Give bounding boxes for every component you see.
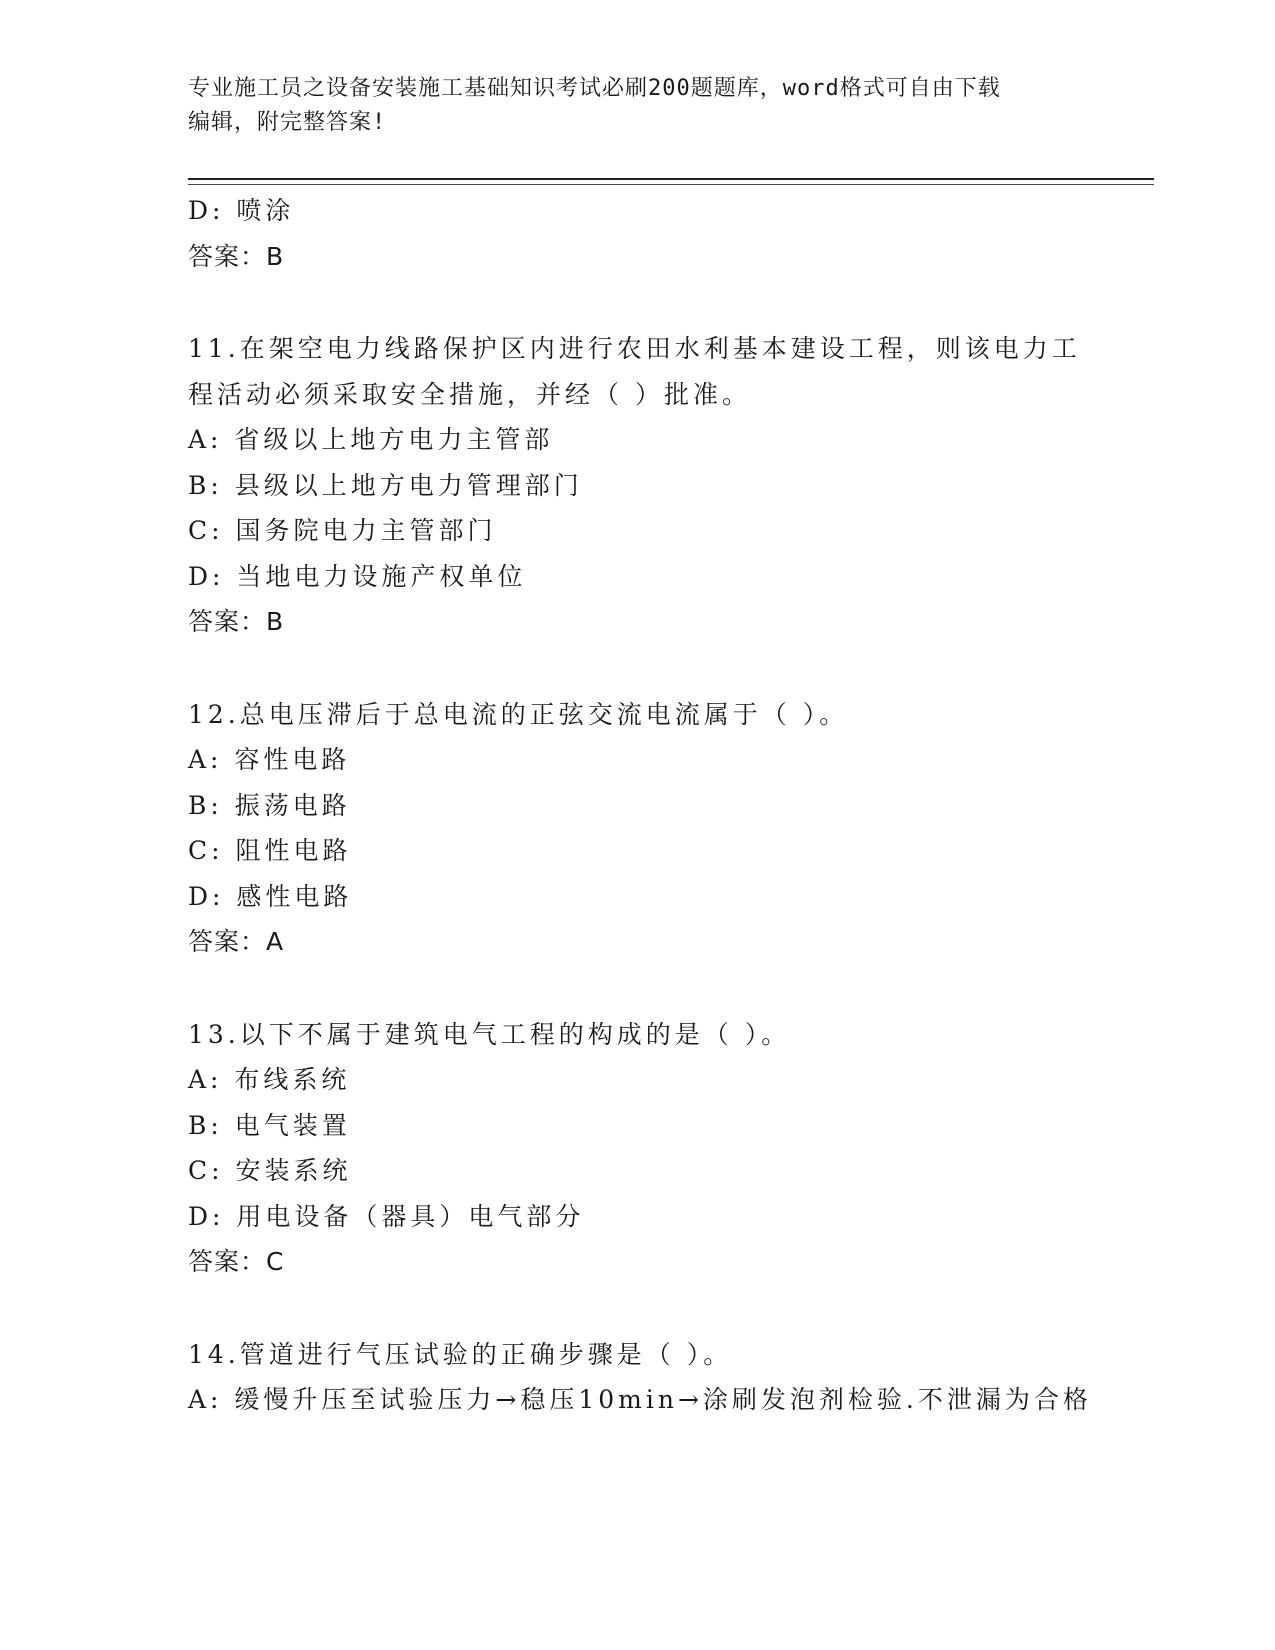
option-d: D: 感性电路: [188, 881, 353, 911]
question-stem: 11.在架空电力线路保护区内进行农田水利基本建设工程，则该电力工: [188, 334, 1081, 363]
header-line-1: 专业施工员之设备安装施工基础知识考试必刷200题题库，word格式可自由下载: [188, 76, 1001, 101]
option-b: B: 电气装置: [188, 1110, 351, 1140]
question-12: [188, 692, 1168, 965]
option-a: A: 容性电路: [188, 745, 351, 774]
option-a: A: 省级以上地方电力主管部: [188, 425, 554, 454]
header-rule-thin: [188, 184, 1154, 185]
answer-line: 答案：A: [188, 927, 285, 956]
question-11: [188, 326, 1168, 645]
question-stem: 12.总电压滞后于总电流的正弦交流电流属于（ ）。: [188, 699, 849, 729]
option-b: B: 县级以上地方电力管理部门: [188, 470, 583, 500]
option-c: C: 国务院电力主管部门: [188, 516, 497, 545]
answer-line: 答案：C: [188, 1247, 285, 1276]
answer-line: 答案：B: [188, 607, 285, 636]
option-a: A: 缓慢升压至试验压力→稳压10min→涂刷发泡剂检验.不泄漏为合格: [188, 1385, 1092, 1414]
option-d: D: 喷涂: [188, 196, 295, 225]
question-13: [188, 1012, 1168, 1285]
option-b: B: 振荡电路: [188, 790, 351, 820]
question-stem: 13.以下不属于建筑电气工程的构成的是（ ）。: [188, 1019, 791, 1049]
option-d: D: 用电设备（器具）电气部分: [188, 1201, 585, 1231]
document-header: [188, 72, 1088, 140]
header-line-2: 编辑，附完整答案!: [188, 110, 387, 135]
option-c: C: 阻性电路: [188, 836, 352, 865]
header-rule-thick: [188, 178, 1154, 180]
option-a: A: 布线系统: [188, 1065, 351, 1094]
question-stem: 程活动必须采取安全措施，并经（ ）批准。: [188, 379, 751, 409]
question-10-tail: [188, 188, 1168, 279]
option-d: D: 当地电力设施产权单位: [188, 561, 527, 591]
document-body: [188, 188, 1168, 1423]
option-c: C: 安装系统: [188, 1156, 352, 1185]
question-14: [188, 1332, 1168, 1423]
question-stem: 14.管道进行气压试验的正确步骤是（ ）。: [188, 1339, 733, 1369]
answer-line: 答案：B: [188, 241, 285, 271]
